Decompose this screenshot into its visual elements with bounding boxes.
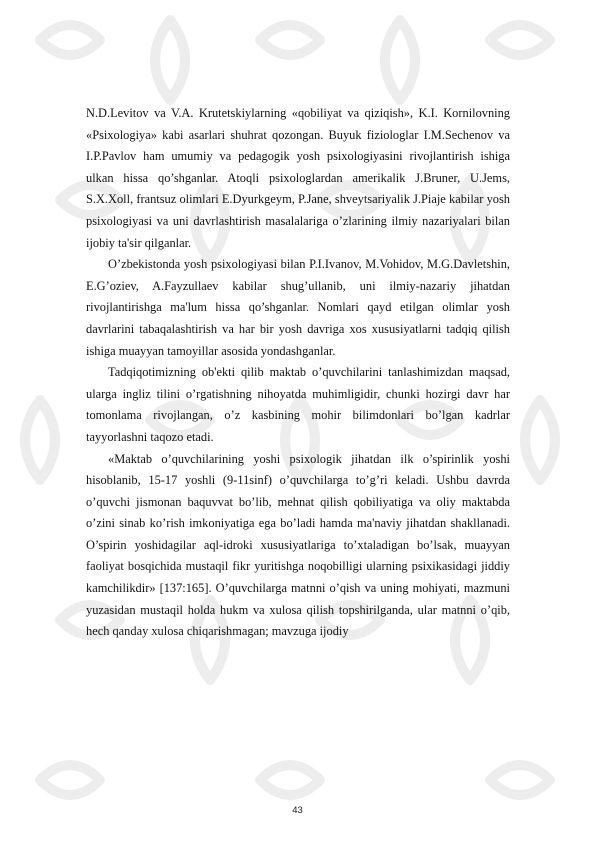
- paragraph-3: Tadqiqotimizning ob'ekti qilib maktab o’quvchilarini tanlashimizdan maqsad, ularga ingliz tilini o’rgatishning nihoyatda muhimligidir, chunki hozirgi davr har tomonlama rivojlangan, o’z kasbining mohir bilimdonlari bo’lgan kadrlar tayyorlashni taqozo etadi.: [86, 365, 510, 444]
- paragraph-4: «Maktab o’quvchilarining yoshi psixologik jihatdan ilk o’spirinlik yoshi hisoblanib, 15-17 yoshli (9-11sinf) o’quvchilarga to’g’ri keladi. Ushbu davrda o’quvchi jismonan baquvvat bo’lib, mehnat qilish qobiliyatiga va oliy maktabda o’zini sinab ko’rish imkoniyatiga ega bo’ladi hamda ma'naviy jihatdan shakllanadi. O’spirin yoshidagilar aql-idroki xususiyatlariga to’xtaladigan bo’lsak, muayyan faoliyat bosqichida mustaqil fikr yuritishga noqobilligi ularning psixikasidagi jiddiy kamchilikdir» [137:165]. O’quvchilarga matnni o’qish va uning mohiyati, mazmuni yuzasidan mustaqil holda hukm va xulosa qilish topshirilganda, ular matnni o’qib, hech qanday xulosa chiqarishmagan; mavzuga ijodiy: [86, 451, 510, 639]
- page-number: 43: [292, 805, 303, 816]
- body-text: [86, 103, 510, 643]
- paragraph-1: N.D.Levitov va V.A. Krutetskiylarning «qobiliyat va qiziqish», K.I. Kornilovning «Psixologiya» kabi asarlari shuhrat qozongan. Buyuk fiziologlar I.M.Sechenov va I.P.Pavlov ham umumiy va pedagogik yosh psixologiyasini rivojlantirish ishiga ulkan hissa qo’shganlar. Atoqli psixologlardan amerikalik J.Bruner, U.Jems, S.X.Xoll, frantsuz olimlari E.Dyurkgeym, P.Jane, shveytsariyalik J.Piaje kabilar yosh psixologiyasi va uni davrlashtirish masalalariga o’zlarining ilmiy nazariyalari bilan ijobiy ta'sir qilganlar.: [86, 106, 510, 250]
- paragraph-2: O’zbekistonda yosh psixologiyasi bilan P.I.Ivanov, M.Vohidov, M.G.Davletshin, E.G’oziev, A.Fayzullaev kabilar shug’ullanib, uni ilmiy-nazariy jihatdan rivojlantirishga ma'lum hissa qo’shganlar. Nomlari qayd etilgan olimlar yosh davrlarini tabaqalashtirish va har bir yosh davriga xos xususiyatlarni tadqiq qilish ishiga muayyan tamoyillar asosida yondashganlar.: [86, 257, 510, 358]
